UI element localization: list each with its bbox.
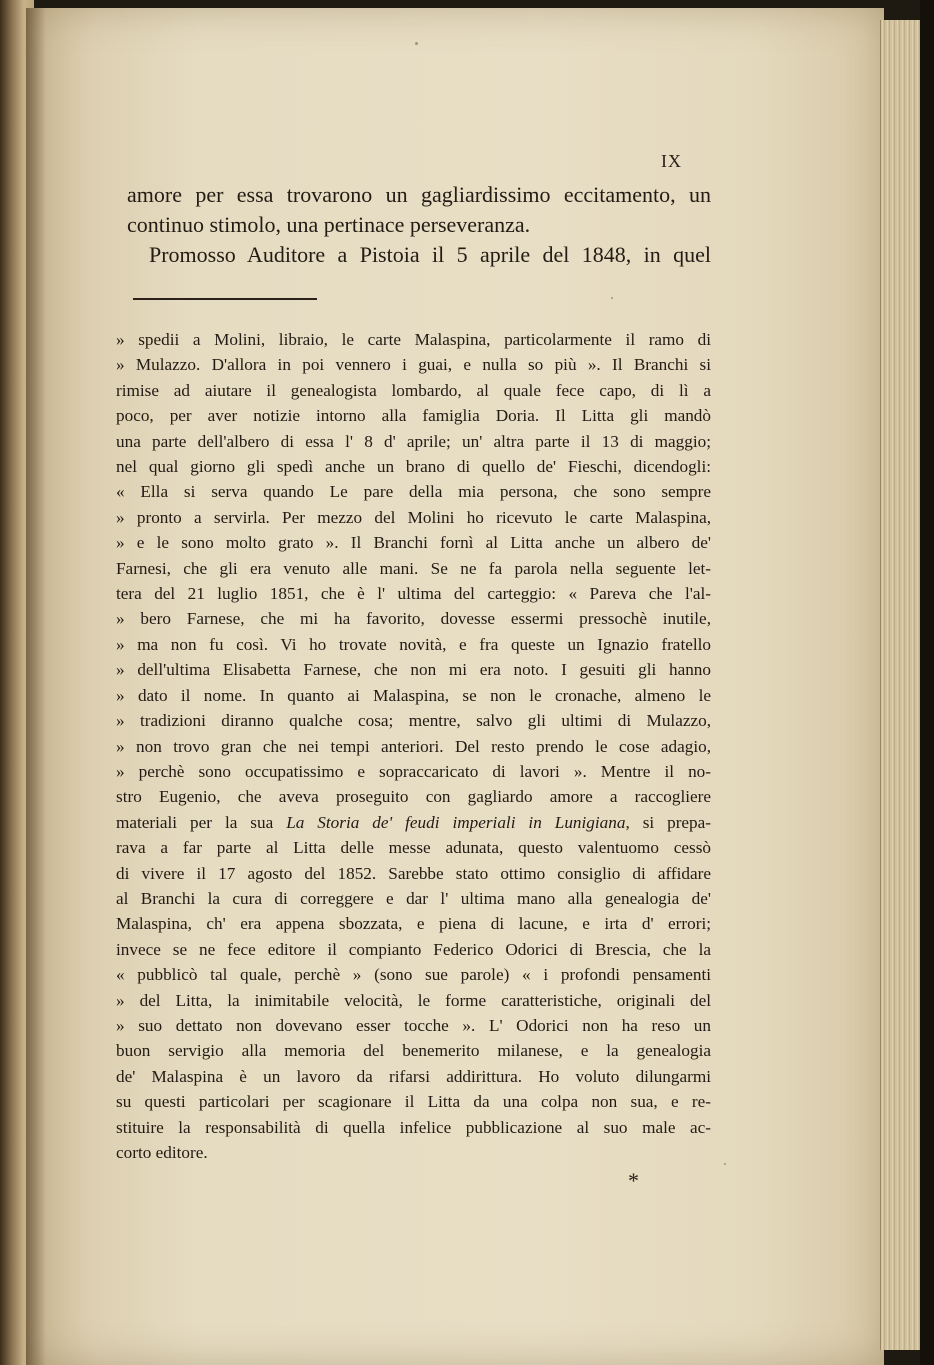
footnote-line: » del Litta, la inimitabile velocità, le forme caratteristiche, originali del [116, 990, 711, 1010]
footnote-line: « Ella si serva quando Le pare della mia persona, che sono sempre [116, 482, 711, 502]
footnote-line: corto editore. [116, 1143, 208, 1162]
footnote-line: » spedii a Molini, libraio, le carte Malaspina, particolarmente il ramo di [116, 330, 711, 349]
footnote-text-run: , si prepa- [625, 812, 712, 832]
footnote-line: di vivere il 17 agosto del 1852. Sarebbe stato ottimo consiglio di affidare [116, 863, 711, 883]
footnote-line: su questi particolari per scagionare il Litta da una colpa non sua, e re- [116, 1092, 711, 1112]
main-text-line: Promosso Auditore a Pistoia il 5 aprile del 1848, in quel [149, 242, 711, 267]
footnote-line: » e le sono molto grato ». Il Branchi fornì al Litta anche un albero de' [116, 533, 711, 553]
footnote-line: una parte dell'albero di essa l' 8 d' aprile; un' altra parte il 13 di maggio; [116, 431, 711, 451]
footnote-separator-rule [133, 298, 317, 300]
footnote-line: nel qual giorno gli spedì anche un brano di quello de' Fieschi, dicendogli: [116, 457, 711, 477]
footnote-text [116, 327, 711, 1165]
scan-border [920, 0, 934, 1365]
footnote-line: Farnesi, che gli era venuto alle mani. Se ne fa parola nella seguente let- [116, 558, 711, 578]
footnote-line: rimise ad aiutare il genealogista lombardo, al quale fece capo, di lì a [116, 380, 711, 400]
footnote-line: de' Malaspina è un lavoro da rifarsi addirittura. Ho voluto dilungarmi [116, 1066, 711, 1086]
footnote-line: poco, per aver notizie intorno alla famiglia Doria. Il Litta gli mandò [116, 406, 711, 426]
footnote-line: » dato il nome. In quanto ai Malaspina, se non le cronache, almeno le [116, 685, 711, 705]
footnote-line: rava a far parte al Litta delle messe adunata, questo valentuomo cessò [116, 838, 711, 858]
footnote-text-run: materiali per la sua [116, 812, 287, 832]
footnote-line: » suo dettato non dovevano esser tocche ». L' Odorici non ha reso un [116, 1015, 711, 1035]
footnote-line: » non trovo gran che nei tempi anteriori. Del resto prendo le cose adagio, [116, 736, 711, 756]
footnote-line: invece se ne fece editore il compianto Federico Odorici di Brescia, che la [116, 939, 711, 959]
footnote-line: » ma non fu così. Vi ho trovate novità, e fra queste un Ignazio fratello [116, 634, 711, 654]
footnote-line: « pubblicò tal quale, perchè » (sono sue parole) « i profondi pensamenti [116, 965, 711, 985]
footnote-line: » dell'ultima Elisabetta Farnese, che non mi era noto. I gesuiti gli hanno [116, 660, 711, 680]
footnote-line: » perchè sono occupatissimo e sopraccaricato di lavori ». Mentre il no- [116, 761, 711, 781]
footnote-line-with-title [116, 810, 711, 835]
section-asterisk: * [628, 1168, 639, 1193]
footnote-line: » Mulazzo. D'allora in poi vennero i guai, e nulla so più ». Il Branchi si [116, 355, 711, 375]
book-title-italic: La Storia de' feudi imperiali in Lunigiana [286, 812, 626, 832]
main-text-line: amore per essa trovarono un gagliardissimo eccitamento, un [127, 182, 711, 207]
main-text [127, 180, 711, 270]
main-text-line: continuo stimolo, una pertinace perseveranza. [127, 212, 531, 237]
footnote-line: » tradizioni diranno qualche cosa; mentre, salvo gli ultimi di Mulazzo, [116, 711, 711, 731]
footnote-line: al Branchi la cura di correggere e dar l' ultima mano alla genealogia de' [116, 888, 711, 908]
footnote-line: buon servigio alla memoria del benemerito milanese, e la genealogia [116, 1041, 711, 1061]
footnote-line: tera del 21 luglio 1851, che è l' ultima del carteggio: « Pareva che l'al- [116, 584, 711, 604]
paper-speck [611, 297, 613, 299]
paper-speck [415, 42, 418, 45]
paper-speck [724, 1163, 726, 1165]
page-stack-edge [880, 20, 925, 1350]
footnote-line: » bero Farnese, che mi ha favorito, dovesse essermi pressochè inutile, [116, 609, 711, 629]
footnote-line: Malaspina, ch' era appena sbozzata, e piena di lacune, e irta d' errori; [116, 914, 711, 934]
footnote-line: » pronto a servirla. Per mezzo del Molini ho ricevuto le carte Malaspina, [116, 507, 711, 527]
page-gutter-shadow [26, 8, 46, 1365]
footnote-line: stituire la responsabilità di quella infelice pubblicazione al suo male ac- [116, 1117, 711, 1137]
page-number: IX [661, 151, 682, 171]
footnote-line: stro Eugenio, che aveva proseguito con gagliardo amore a raccogliere [116, 787, 711, 807]
